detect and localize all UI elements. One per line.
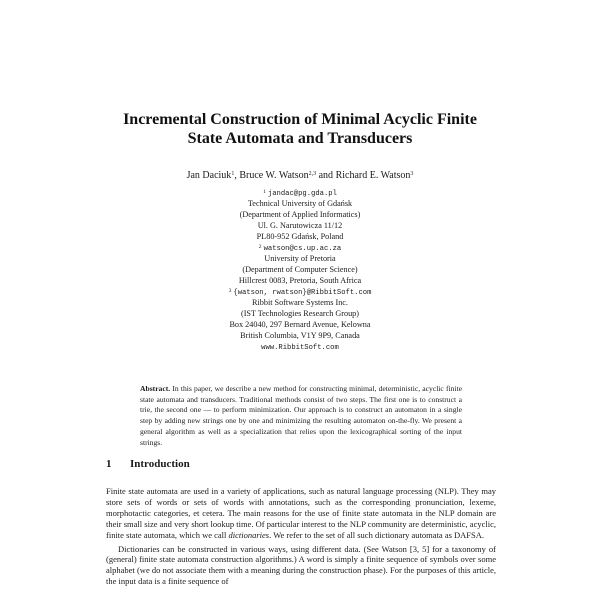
affiliation-2-email-line [150, 243, 450, 254]
section-number: 1 [106, 458, 112, 470]
affil-city: PL80-952 Gdańsk, Poland [256, 232, 344, 241]
author-affil-mark: 3 [410, 171, 414, 177]
affil-city: Hillcrest 0083, Pretoria, South Africa [238, 276, 362, 285]
affil-email: {watson, rwatson}@RibbitSoft.com [233, 289, 372, 297]
affil-company: Ribbit Software Systems Inc. [252, 298, 348, 307]
abstract-text: In this paper, we describe a new method for constructing minimal, deterministic, acyclic finite state automata and transducers. Traditional methods consist of two steps. The first one is to construct a trie, the second one — to perform minimization. Our approach is to construct an automaton in a single step by adding new strings one by one and minimizing the resulting automaton on-the-fly. We present a general algorithm as well as a specialization that relies upon the lexicographical sorting of the input strings. [140, 384, 462, 447]
author-affil-mark: 2,3 [308, 171, 317, 177]
affil-mark: 3 [228, 288, 232, 294]
emphasis-term: dictionaries [228, 529, 270, 540]
author-list [60, 170, 540, 182]
affiliation-3-email-line [150, 287, 450, 298]
affiliation-1-email-line [150, 188, 450, 199]
author-separator: , [234, 170, 240, 181]
affil-city: British Columbia, V1Y 9P9, Canada [240, 331, 360, 340]
author-affil-mark: 1 [231, 171, 235, 177]
abstract [140, 384, 462, 448]
affil-street: Ul. G. Narutowicza 11/12 [257, 221, 343, 230]
affil-street: Box 24040, 297 Bernard Avenue, Kelowna [229, 320, 371, 329]
paragraph-text: Finite state automata are used in a variety of applications, such as natural language processing (NLP). They may store sets of words or sets of words with annotations, such as the corresponding pronunciation, lexeme, morphotactic categories, et cetera. The main reasons for the use of finite state automata in the NLP domain are their small size and very short lookup time. Of particular interest to the NLP community are deterministic, acyclic, finite state automata, which we call [106, 486, 496, 540]
affil-department: (Department of Applied Informatics) [239, 210, 361, 219]
affil-department: (Department of Computer Science) [242, 265, 358, 274]
author-name: Bruce W. Watson [239, 170, 309, 181]
affil-institution: Technical University of Gdańsk [247, 199, 353, 208]
paragraph-1 [106, 486, 496, 541]
affil-institution: University of Pretoria [264, 254, 336, 263]
affil-website: www.RibbitSoft.com [261, 344, 339, 352]
affil-email: watson@cs.up.ac.za [263, 245, 342, 253]
paragraph-text: . We refer to the set of all such dictionary automata as DAFSA. [269, 529, 485, 540]
affil-email: jandac@pg.gda.pl [267, 190, 337, 198]
abstract-label: Abstract. [140, 384, 171, 393]
affiliation-3-web-line [150, 342, 450, 353]
affil-mark: 1 [263, 189, 266, 195]
author-separator: and [316, 170, 336, 181]
author-name: Jan Daciuk [186, 170, 232, 181]
section-title: Introduction [130, 458, 190, 470]
affil-mark: 2 [258, 244, 262, 250]
paper-title-line2: State Automata and Transducers [187, 130, 413, 147]
paper-title-line1: Incremental Construction of Minimal Acyclic Finite [123, 111, 477, 128]
body-text [106, 486, 496, 587]
affil-group: (IST Technologies Research Group) [240, 309, 360, 318]
section-heading [106, 458, 190, 470]
paragraph-2: Dictionaries can be constructed in various ways, using different data. (See Watson [3, 5] for a taxonomy of (general) finite state automata construction algorithms.) A word is simply a finite sequence of symbols over some alphabet (we do not associate them with a meaning during the construction phase). For the purposes of this article, the input data is a finite sequence of [106, 543, 496, 587]
author-name: Richard E. Watson [335, 170, 411, 181]
